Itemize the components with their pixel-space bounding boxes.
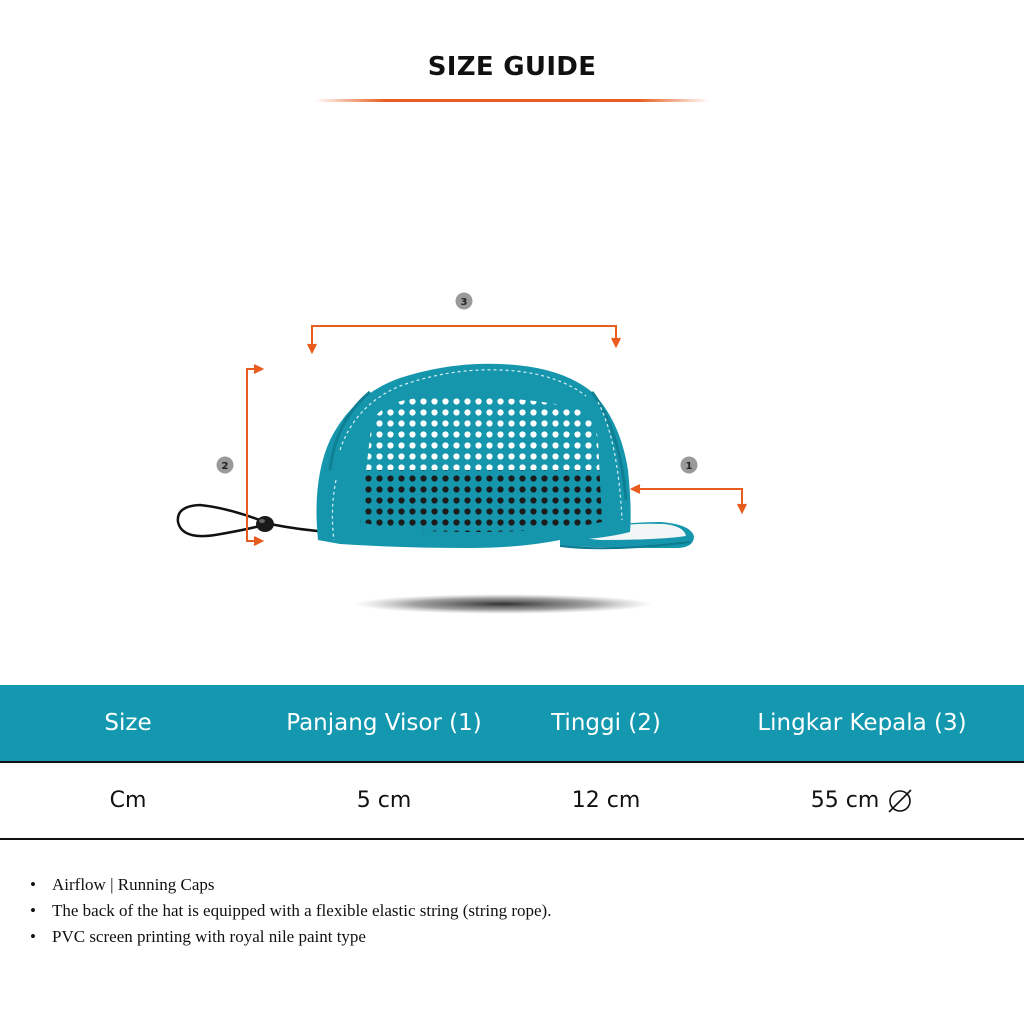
cap-crown xyxy=(317,364,631,550)
table-row xyxy=(0,763,1024,838)
cell-unit: Cm xyxy=(109,788,147,813)
circumference-value: 55 cm xyxy=(810,788,880,813)
marker-2 xyxy=(217,457,234,474)
page-title: SIZE GUIDE xyxy=(427,52,597,82)
header-size: Size xyxy=(104,710,152,736)
diameter-icon xyxy=(887,788,913,814)
header-head-circumference: Lingkar Kepala (3) xyxy=(757,710,967,736)
marker-1 xyxy=(681,457,698,474)
marker-3 xyxy=(456,293,473,310)
svg-text:3: 3 xyxy=(460,297,468,308)
header-visor-length: Panjang Visor (1) xyxy=(286,710,482,736)
cell-height: 12 cm xyxy=(571,788,641,813)
cell-head-circumference xyxy=(740,763,984,838)
svg-text:1: 1 xyxy=(685,461,693,472)
dimension-3-arrow xyxy=(308,326,620,352)
product-notes xyxy=(30,872,551,950)
cell-visor-length: 5 cm xyxy=(356,788,412,813)
list-item: • PVC screen printing with royal nile paint type xyxy=(30,927,366,946)
string-rope xyxy=(178,505,330,536)
table-divider-bottom xyxy=(0,838,1024,840)
size-table-header xyxy=(0,685,1024,761)
svg-text:2: 2 xyxy=(221,461,229,472)
list-item: • The back of the hat is equipped with a flexible elastic string (string rope). xyxy=(30,901,552,920)
cap-shadow xyxy=(353,594,653,614)
header-height: Tinggi (2) xyxy=(551,710,661,736)
dimension-1-arrow xyxy=(632,485,746,512)
list-item: • Airflow | Running Caps xyxy=(30,875,215,894)
